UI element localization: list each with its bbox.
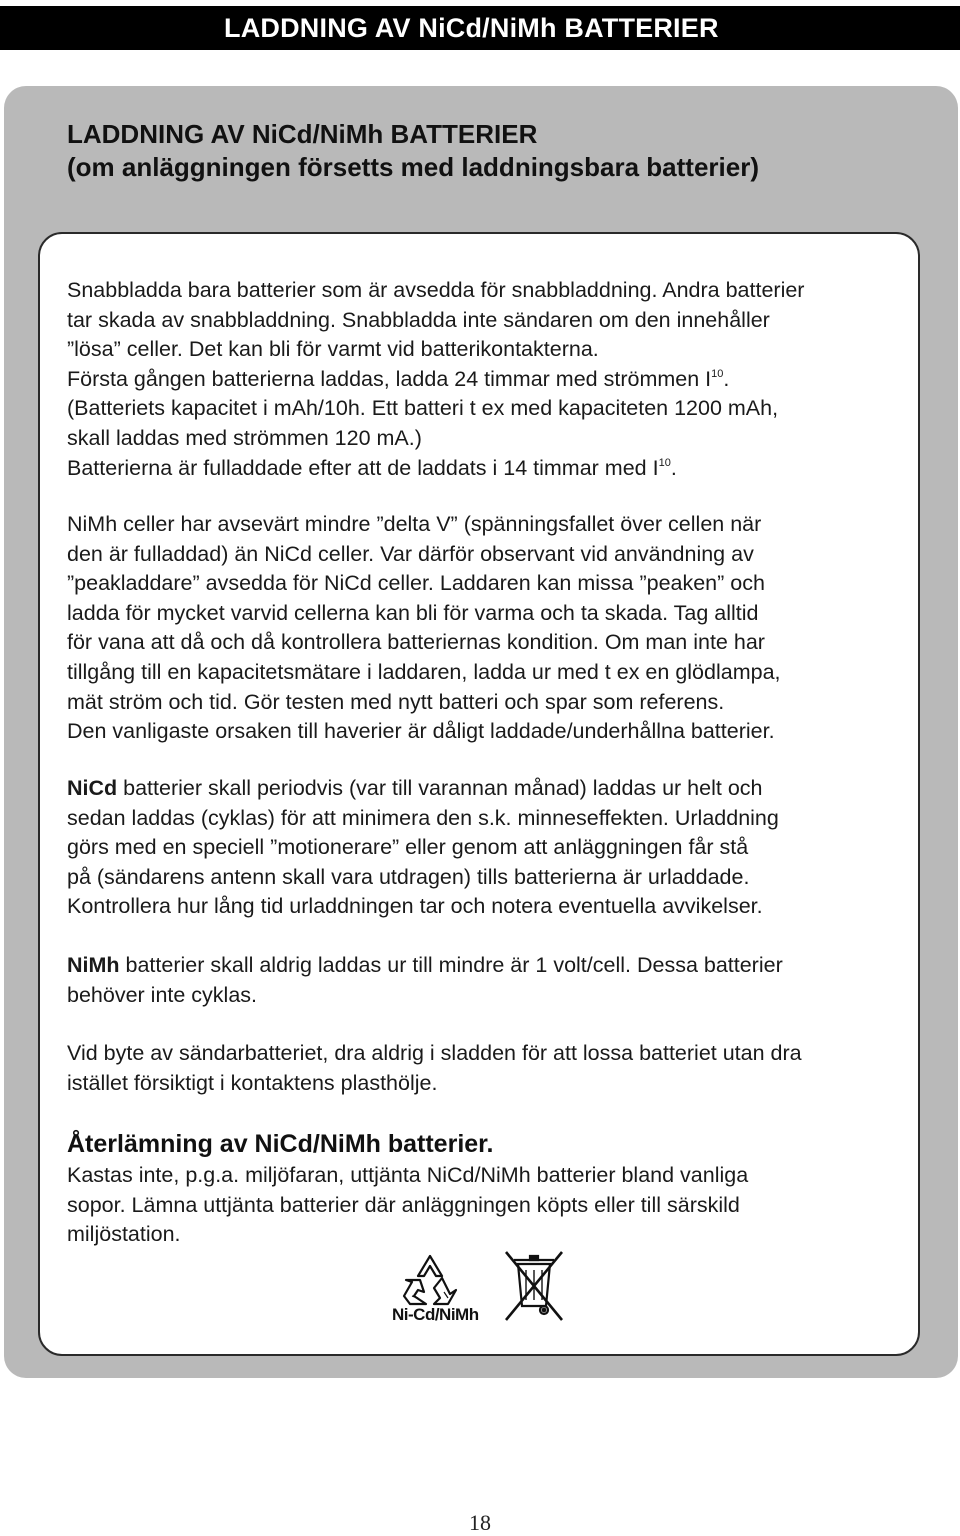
paragraph-disposal bbox=[67, 1161, 893, 1250]
text-line: miljöstation. bbox=[67, 1222, 181, 1247]
nicd-nimh-label: Ni-Cd/NiMh bbox=[392, 1305, 479, 1324]
paragraph-nicd-cycling bbox=[67, 774, 893, 922]
subscript-10: 10 bbox=[711, 367, 724, 380]
text-line: Kontrollera hur lång tid urladdningen tar och notera eventuella avvikelser. bbox=[67, 894, 763, 919]
text-line: för vana att då och då kontrollera batteriernas kondition. Om man inte har bbox=[67, 630, 765, 655]
paragraph-nimh-discharge bbox=[67, 951, 893, 1010]
text-line: Snabbladda bara batterier som är avsedda för snabbladdning. Andra batterier bbox=[67, 278, 805, 302]
text-line: (Batteriets kapacitet i mAh/10h. Ett batteri t ex med kapaciteten 1200 mAh, bbox=[67, 396, 779, 421]
header-bar bbox=[0, 6, 960, 50]
paragraph-charging bbox=[67, 276, 893, 483]
text-line: Kastas inte, p.g.a. miljöfaran, uttjänta NiCd/NiMh batterier bland vanliga bbox=[67, 1163, 749, 1187]
text-line: NiMh batterier skall aldrig laddas ur till mindre är 1 volt/cell. Dessa batterier bbox=[67, 953, 783, 977]
panel-title bbox=[67, 118, 917, 184]
text-line: NiCd batterier skall periodvis (var till varannan månad) laddas ur helt och bbox=[67, 776, 763, 800]
text-line: den är fulladdad) än NiCd celler. Var därför observant vid användning av bbox=[67, 541, 754, 566]
text-line: behöver inte cyklas. bbox=[67, 982, 258, 1007]
text-line: istället försiktigt i kontaktens plasthölje. bbox=[67, 1070, 438, 1095]
recycle-icon bbox=[404, 1256, 456, 1304]
text-line: sedan laddas (cyklas) för att minimera den s.k. minneseffekten. Urladdning bbox=[67, 805, 779, 830]
text-line: ”peakladdare” avsedda för NiCd celler. Laddaren kan missa ”peaken” och bbox=[67, 571, 765, 596]
text-line: ladda för mycket varvid cellerna kan bli för varma och ta skada. Tag alltid bbox=[67, 600, 759, 625]
panel-title-line-1: LADDNING AV NiCd/NiMh BATTERIER bbox=[67, 119, 538, 149]
text-line: skall laddas med strömmen 120 mA.) bbox=[67, 425, 422, 450]
text-line: tar skada av snabbladdning. Snabbladda inte sändaren om den innehåller bbox=[67, 307, 770, 332]
text-line: Vid byte av sändarbatteriet, dra aldrig i sladden för att lossa batteriet utan dra bbox=[67, 1041, 802, 1065]
text-line: NiMh celler har avsevärt mindre ”delta V” (spänningsfallet över cellen när bbox=[67, 512, 762, 536]
text-line: Första gången batterierna laddas, ladda 24 timmar med strömmen $I^{10}$. bbox=[67, 366, 730, 391]
text-line: ”lösa” celler. Det kan bli för varmt vid batterikontakterna. bbox=[67, 337, 599, 362]
panel-title-line-2: (om anläggningen försetts med laddningsbara batterier) bbox=[67, 152, 759, 182]
paragraph-nimh-delta-v bbox=[67, 510, 893, 747]
text-line: Den vanligaste orsaken till haverier är dåligt laddade/underhållna batterier. bbox=[67, 719, 775, 744]
text-line: tillgång till en kapacitetsmätare i laddaren, ladda ur med t ex en glödlampa, bbox=[67, 659, 781, 684]
nicd-bold: NiCd bbox=[67, 776, 118, 800]
text-line: mät ström och tid. Gör testen med nytt batteri och spar som referens. bbox=[67, 689, 725, 714]
return-heading: Återlämning av NiCd/NiMh batterier. bbox=[67, 1130, 494, 1158]
text-line: görs med en speciell ”motionerare” eller genom att anläggningen får stå bbox=[67, 835, 749, 860]
text-line: på (sändarens antenn skall vara utdragen) tills batterierna är urladdade. bbox=[67, 864, 750, 889]
subscript-10: 10 bbox=[658, 456, 671, 469]
header-title: LADDNING AV NiCd/NiMh BATTERIER bbox=[224, 13, 719, 43]
crossed-out-wheelie-bin-icon bbox=[506, 1252, 562, 1320]
text-line: sopor. Lämna uttjänta batterier där anläggningen köpts eller till särskild bbox=[67, 1192, 740, 1217]
text-line: Batterierna är fulladdade efter att de laddats i 14 timmar med $I^{10}$. bbox=[67, 455, 677, 480]
page-number: 18 bbox=[469, 1510, 491, 1535]
paragraph-battery-replacement bbox=[67, 1039, 893, 1098]
nimh-bold: NiMh bbox=[67, 953, 120, 977]
